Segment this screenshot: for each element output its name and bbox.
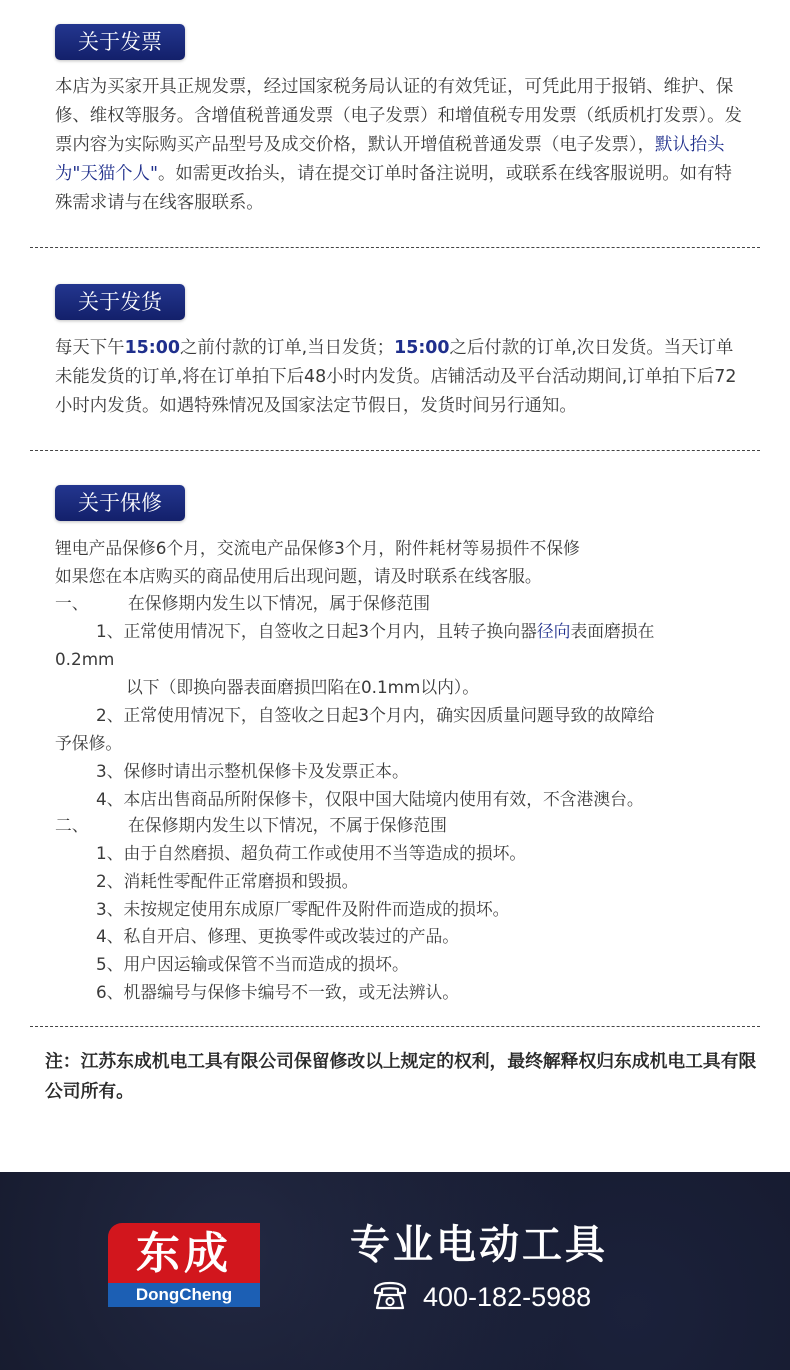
exclusion-item: 4、私自开启、修理、更换零件或改装过的产品。 <box>96 926 460 946</box>
exclusion-item: 3、未按规定使用东成原厂零配件及附件而造成的损坏。 <box>96 899 510 919</box>
warranty-item-continued: 予保修。 <box>55 733 123 753</box>
logo-chinese-text: 东成 <box>136 1228 232 1279</box>
exclusion-item: 2、消耗性零配件正常磨损和毁损。 <box>96 871 359 891</box>
divider <box>30 247 760 248</box>
legal-note: 注：江苏东成机电工具有限公司保留修改以上规定的权利，最终解释权归东成机电工具有限公司所有。 <box>45 1051 757 1102</box>
warranty-section-heading: 一、 在保修期内发生以下情况，属于保修范围 <box>55 590 430 618</box>
shipping-cutoff-time: 15:00 <box>124 338 180 358</box>
invoice-section-title: 关于发票 <box>55 24 185 60</box>
exclusion-item: 6、机器编号与保修卡编号不一致，或无法辨认。 <box>96 982 460 1002</box>
exclusion-item: 5、用户因运输或保管不当而造成的损坏。 <box>96 954 409 974</box>
warranty-item: 4、本店出售商品所附保修卡，仅限中国大陆境内使用有效，不含港澳台。 <box>96 789 644 809</box>
warranty-item-continued: 0.2mm <box>55 649 115 669</box>
slogan: 专业电动工具 <box>350 1222 608 1268</box>
hotline-number: 400-182-5988 <box>423 1282 592 1312</box>
invoice-default-header: 默认抬头为"天猫个人" <box>55 135 725 184</box>
section-number: 一、 <box>55 593 89 613</box>
divider <box>30 1026 760 1027</box>
warranty-section-heading: 二、 在保修期内发生以下情况，不属于保修范围 <box>55 812 447 840</box>
phone-icon <box>372 1281 408 1311</box>
warranty-item: 2、正常使用情况下，自签收之日起3个月内，确实因质量问题导致的故障给 <box>96 705 655 725</box>
warranty-intro: 锂电产品保修6个月，交流电产品保修3个月，附件耗材等易损件不保修 <box>55 538 580 558</box>
warranty-item: 3、保修时请出示整机保修卡及发票正本。 <box>96 761 409 781</box>
shipping-section-title: 关于发货 <box>55 284 185 320</box>
shipping-cutoff-time: 15:00 <box>394 338 450 358</box>
footer-banner <box>0 1172 790 1370</box>
section-number: 二、 <box>55 815 89 835</box>
warranty-item-continued: 以下（即换向器表面磨损凹陷在0.1mm以内）。 <box>126 677 480 697</box>
shipping-text: 每天下午15:00之前付款的订单,当日发货；15:00之后付款的订单,次日发货。当天订单未能发货的订单,将在订单拍下后48小时内发货。店铺活动及平台活动期间,订单拍下后72小时内发货。如遇特殊情况及国家法定节假日，发货时间另行通知。 <box>55 338 737 416</box>
warranty-intro: 如果您在本店购买的商品使用后出现问题，请及时联系在线客服。 <box>55 566 542 586</box>
warranty-section-title: 关于保修 <box>55 485 185 521</box>
exclusion-item: 1、由于自然磨损、超负荷工作或使用不当等造成的损坏。 <box>96 843 527 863</box>
warranty-item: 1、正常使用情况下，自签收之日起3个月内，且转子换向器径向表面磨损在 <box>96 621 655 641</box>
divider <box>30 450 760 451</box>
logo-english-text: DongCheng <box>108 1283 260 1307</box>
brand-logo <box>108 1223 260 1307</box>
invoice-text: 本店为买家开具正规发票，经过国家税务局认证的有效凭证，可凭此用于报销、维护、保修、维权等服务。含增值税普通发票（电子发票）和增值税专用发票（纸质机打发票）。发票内容为实际购买产品型号及成交价格，默认开增值税普通发票（电子发票），默认抬头为"天猫个人"。如需更改抬头，请在提交订单时备注说明，或联系在线客服说明。如有特殊需求请与在线客服联系。 <box>55 77 742 213</box>
